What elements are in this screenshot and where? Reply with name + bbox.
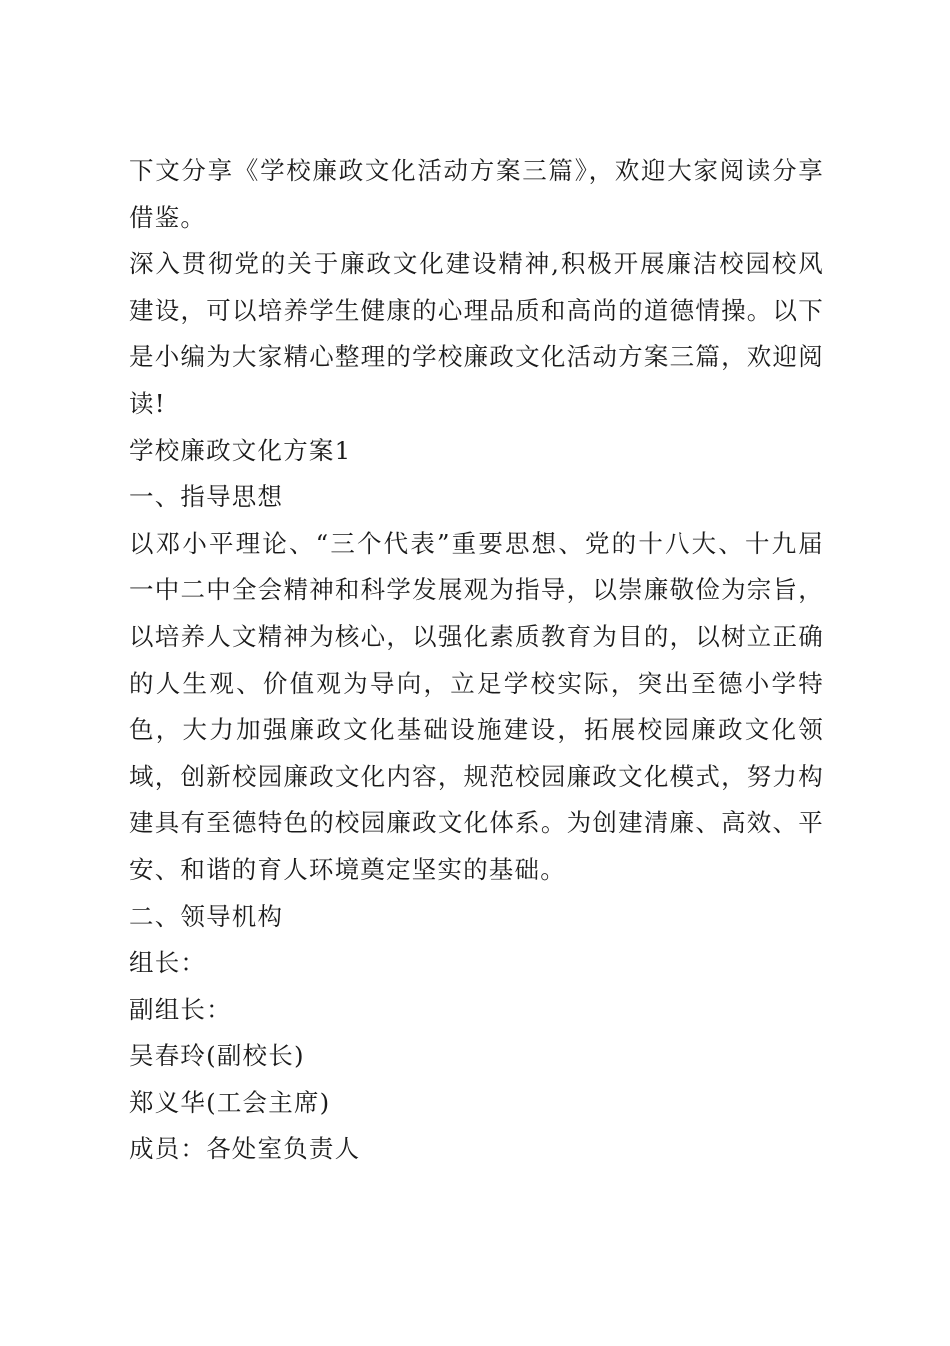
- section-heading-leadership: 二、领导机构: [129, 901, 284, 931]
- guiding-ideology-paragraph: 以邓小平理论、“三个代表”重要思想、党的十八大、十九届一中二中全会精神和科学发展观为指导，以崇廉敬俭为宗旨，以培养人文精神为核心，以强化素质教育为目的，以树立正确的人生观、价值观为导向，立足学校实际，突出至德小学特色，大力加强廉政文化基础设施建设，拓展校园廉政文化领域，创新校园廉政文化内容，规范校园廉政文化模式，努力构建具有至德特色的校园廉政文化体系。为创建清廉、高效、平安、和谐的育人环境奠定坚实的基础。: [129, 528, 824, 884]
- plan-title: 学校廉政文化方案1: [129, 435, 352, 465]
- summary-paragraph: 深入贯彻党的关于廉政文化建设精神,积极开展廉洁校园校风建设，可以培养学生健康的心理品质和高尚的道德情操。以下是小编为大家精心整理的学校廉政文化活动方案三篇，欢迎阅读!: [129, 249, 824, 418]
- members-line: 成员：各处室负责人: [129, 1134, 361, 1164]
- section-heading-guiding-ideology: 一、指导思想: [129, 482, 284, 512]
- group-leader-line: 组长：: [129, 948, 207, 978]
- intro-paragraph: 下文分享《学校廉政文化活动方案三篇》，欢迎大家阅读分享借鉴。: [129, 156, 824, 232]
- deputy-leader-line: 副组长：: [129, 994, 232, 1024]
- document-body: [129, 148, 824, 1173]
- deputy-member-1: 吴春玲(副校长): [129, 1041, 305, 1071]
- deputy-member-2: 郑义华(工会主席): [129, 1087, 331, 1117]
